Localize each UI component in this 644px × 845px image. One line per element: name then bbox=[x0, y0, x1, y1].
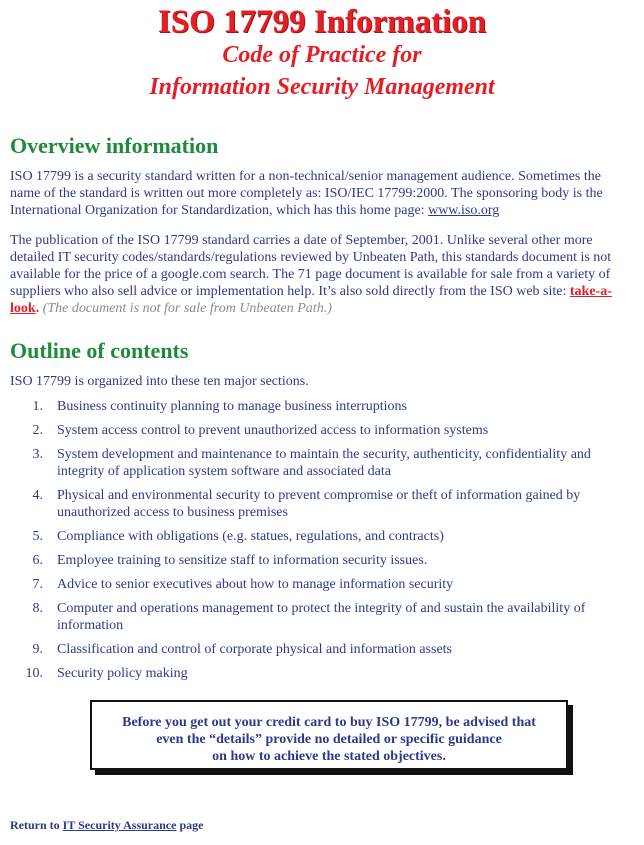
list-item bbox=[10, 576, 634, 593]
overview-paragraph-2 bbox=[10, 232, 634, 317]
overview-note: (The document is not for sale from Unbeaten Path.) bbox=[42, 301, 332, 316]
list-item bbox=[10, 422, 634, 439]
list-item-text: Employee training to sensitize staff to information security issues. bbox=[57, 553, 428, 568]
take-a-look-period: . bbox=[35, 301, 40, 316]
take-a-look-link[interactable]: take-a-look bbox=[10, 284, 612, 316]
outline-heading: Outline of contents bbox=[10, 338, 189, 363]
page-title: ISO 17799 Information bbox=[157, 4, 487, 40]
advice-line-3: on how to achieve the stated objectives. bbox=[212, 749, 446, 764]
footer-suffix: page bbox=[176, 818, 204, 832]
list-item-number: 1. bbox=[32, 399, 43, 414]
list-item-number: 2. bbox=[32, 423, 43, 438]
list-item-text: Physical and environmental security to prevent compromise or theft of information gained by unauthorized access to business premises bbox=[57, 488, 581, 520]
list-item-number: 5. bbox=[32, 529, 43, 544]
advice-line-1: Before you get out your credit card to buy ISO 17799, be advised that bbox=[122, 715, 536, 730]
list-item-text: Classification and control of corporate physical and information assets bbox=[57, 642, 453, 657]
list-item-text: Security policy making bbox=[57, 666, 188, 681]
list-item bbox=[10, 528, 634, 545]
list-item bbox=[10, 600, 634, 634]
outline-intro: ISO 17799 is organized into these ten major sections. bbox=[10, 374, 309, 389]
list-item bbox=[10, 398, 634, 415]
page-subtitle-line1: Code of Practice for bbox=[222, 42, 422, 68]
list-item-text: Computer and operations management to protect the integrity of and sustain the availability of information bbox=[57, 601, 586, 633]
list-item-number: 7. bbox=[32, 577, 43, 592]
list-item-number: 3. bbox=[32, 447, 43, 462]
footer-prefix: Return to bbox=[10, 818, 63, 832]
page-subtitle-line2: Information Security Management bbox=[149, 74, 495, 100]
advice-line-2: even the “details” provide no detailed or specific guidance bbox=[156, 732, 502, 747]
list-item-text: System access control to prevent unauthorized access to information systems bbox=[57, 423, 489, 438]
list-item-number: 8. bbox=[32, 601, 43, 616]
list-item-number: 10. bbox=[25, 666, 43, 681]
iso-home-link[interactable]: www.iso.org bbox=[428, 203, 500, 218]
outline-list bbox=[10, 398, 634, 689]
footer-return-line bbox=[10, 818, 203, 833]
list-item-number: 4. bbox=[32, 488, 43, 503]
overview-p2-text: The publication of the ISO 17799 standard carries a date of September, 2001. Unlike several other more detailed IT security codes/standards/regulations reviewed by Unbeaten Path, this standards document is not available for the price of a google.com search. The 71 page document is available for sale from a variety of suppliers who also sell advice or implementation help. It’s also sold directly from the ISO web site: bbox=[10, 233, 612, 299]
list-item bbox=[10, 665, 634, 682]
overview-paragraph-1 bbox=[10, 168, 634, 219]
list-item-text: Business continuity planning to manage business interruptions bbox=[57, 399, 407, 414]
list-item-text: Compliance with obligations (e.g. statues, regulations, and contracts) bbox=[57, 529, 444, 544]
overview-heading: Overview information bbox=[10, 133, 219, 158]
list-item bbox=[10, 487, 634, 521]
list-item-text: Advice to senior executives about how to manage information security bbox=[57, 577, 454, 592]
list-item-number: 9. bbox=[32, 642, 43, 657]
list-item bbox=[10, 446, 634, 480]
list-item-text: System development and maintenance to maintain the security, authenticity, confidentiality and integrity of application system software and associated data bbox=[57, 447, 591, 479]
list-item-number: 6. bbox=[32, 553, 43, 568]
advice-callout-box bbox=[90, 700, 568, 770]
overview-p1-text: ISO 17799 is a security standard written for a non-technical/senior management audience. Sometimes the name of the standard is written out more completely as: ISO/IEC 17799:2000. The sponsoring body is the International Organization for Standardization, which has this home page: bbox=[10, 169, 603, 218]
it-security-assurance-link[interactable]: IT Security Assurance bbox=[62, 818, 177, 832]
list-item bbox=[10, 552, 634, 569]
list-item bbox=[10, 641, 634, 658]
